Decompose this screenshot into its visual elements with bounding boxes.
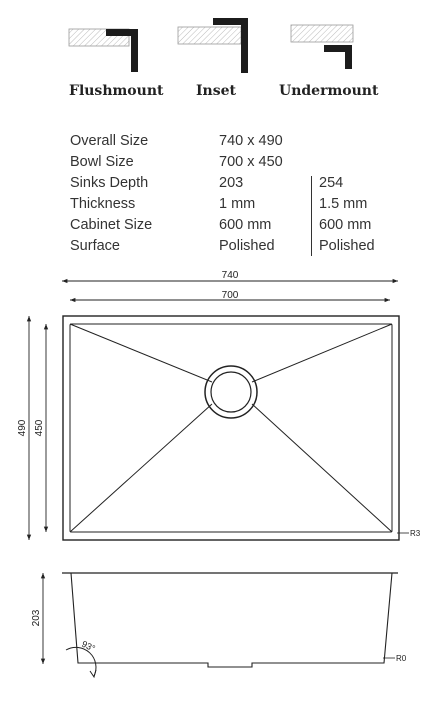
overall-width-label: 740 [221, 270, 239, 281]
sink-side-view [62, 573, 398, 667]
spec-label: Overall Size [70, 133, 149, 149]
spec-value: 600 mm [219, 217, 272, 233]
spec-value: Polished [219, 238, 275, 254]
spec-label: Thickness [70, 196, 136, 212]
spec-value-alt: 600 mm [319, 217, 372, 233]
spec-label: Sinks Depth [70, 175, 149, 191]
spec-value: 203 [219, 175, 244, 191]
spec-value-alt: 1.5 mm [319, 196, 368, 212]
corner-radius-label: R3 [410, 529, 421, 538]
sink-top-view [63, 316, 409, 540]
spec-label: Surface [70, 238, 120, 254]
mount-label-inset: Inset [196, 83, 236, 99]
spec-value: 740 x 490 [219, 133, 283, 149]
bowl-width-label: 700 [221, 290, 239, 301]
bowl-height-label: 450 [34, 419, 45, 437]
mount-label-flushmount: Flushmount [69, 83, 164, 99]
spec-value-alt: 254 [319, 175, 344, 191]
spec-label: Bowl Size [70, 154, 134, 170]
spec-value-alt: Polished [319, 238, 375, 254]
bottom-radius-label: R0 [396, 654, 407, 663]
spec-value: 700 x 450 [219, 154, 283, 170]
spec-value: 1 mm [219, 196, 256, 212]
depth-label: 203 [31, 609, 42, 627]
overall-height-label: 490 [17, 419, 28, 437]
angle-label: 93° [80, 638, 97, 654]
mount-label-undermount: Undermount [279, 83, 379, 99]
spec-label: Cabinet Size [70, 217, 153, 233]
